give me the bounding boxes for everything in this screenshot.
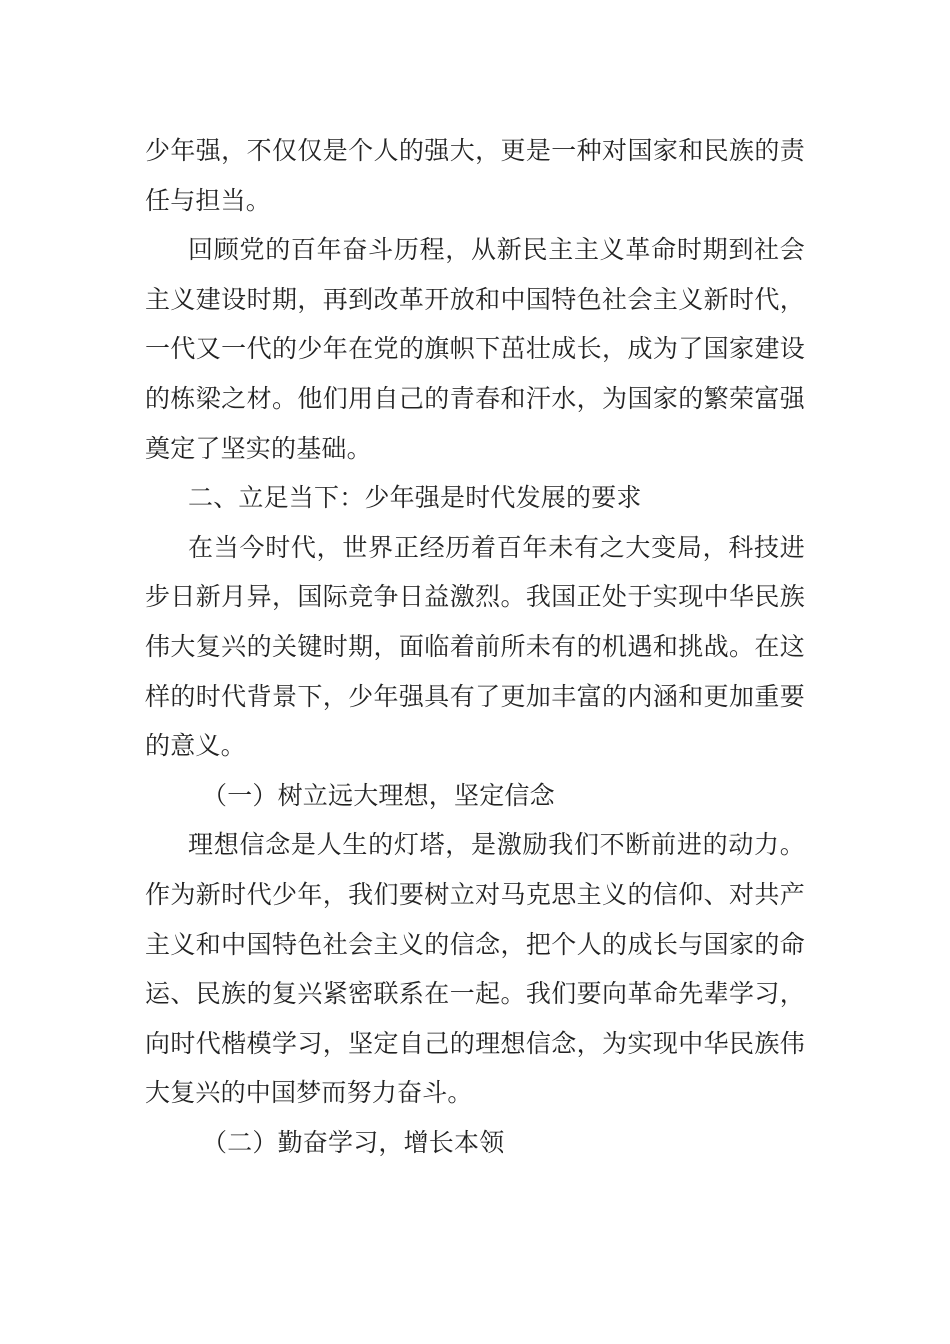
paragraph-current-era: 在当今时代，世界正经历着百年未有之大变局，科技进步日新月异，国际竞争日益激烈。我国正处于实现中华民族伟大复兴的关键时期，面临着前所未有的机遇和挑战。在这样的时代背景下，少年强具有了更加丰富的内涵和更加重要的意义。 [145, 532, 805, 761]
section-heading-two: 二、立足当下：少年强是时代发展的要求 [188, 483, 642, 513]
paragraph-continuation: 少年强，不仅仅是个人的强大，更是一种对国家和民族的责任与担当。 [145, 136, 805, 215]
subsection-heading-two: （二）勤奋学习，增长本领 [202, 1127, 505, 1157]
paragraph-party-history: 回顾党的百年奋斗历程，从新民主主义革命时期到社会主义建设时期，再到改革开放和中国特色社会主义新时代，一代又一代的少年在党的旗帜下茁壮成长，成为了国家建设的栋梁之材。他们用自己的青春和汗水，为国家的繁荣富强奠定了坚实的基础。 [145, 235, 805, 463]
document-body [145, 126, 805, 1167]
paragraph-ideals: 理想信念是人生的灯塔，是激励我们不断前进的动力。作为新时代少年，我们要树立对马克思主义的信仰、对共产主义和中国特色社会主义的信念，把个人的成长与国家的命运、民族的复兴紧密联系在一起。我们要向革命先辈学习，向时代楷模学习，坚定自己的理想信念，为实现中华民族伟大复兴的中国梦而努力奋斗。 [145, 830, 805, 1108]
subsection-heading-one: （一）树立远大理想，坚定信念 [202, 780, 555, 810]
